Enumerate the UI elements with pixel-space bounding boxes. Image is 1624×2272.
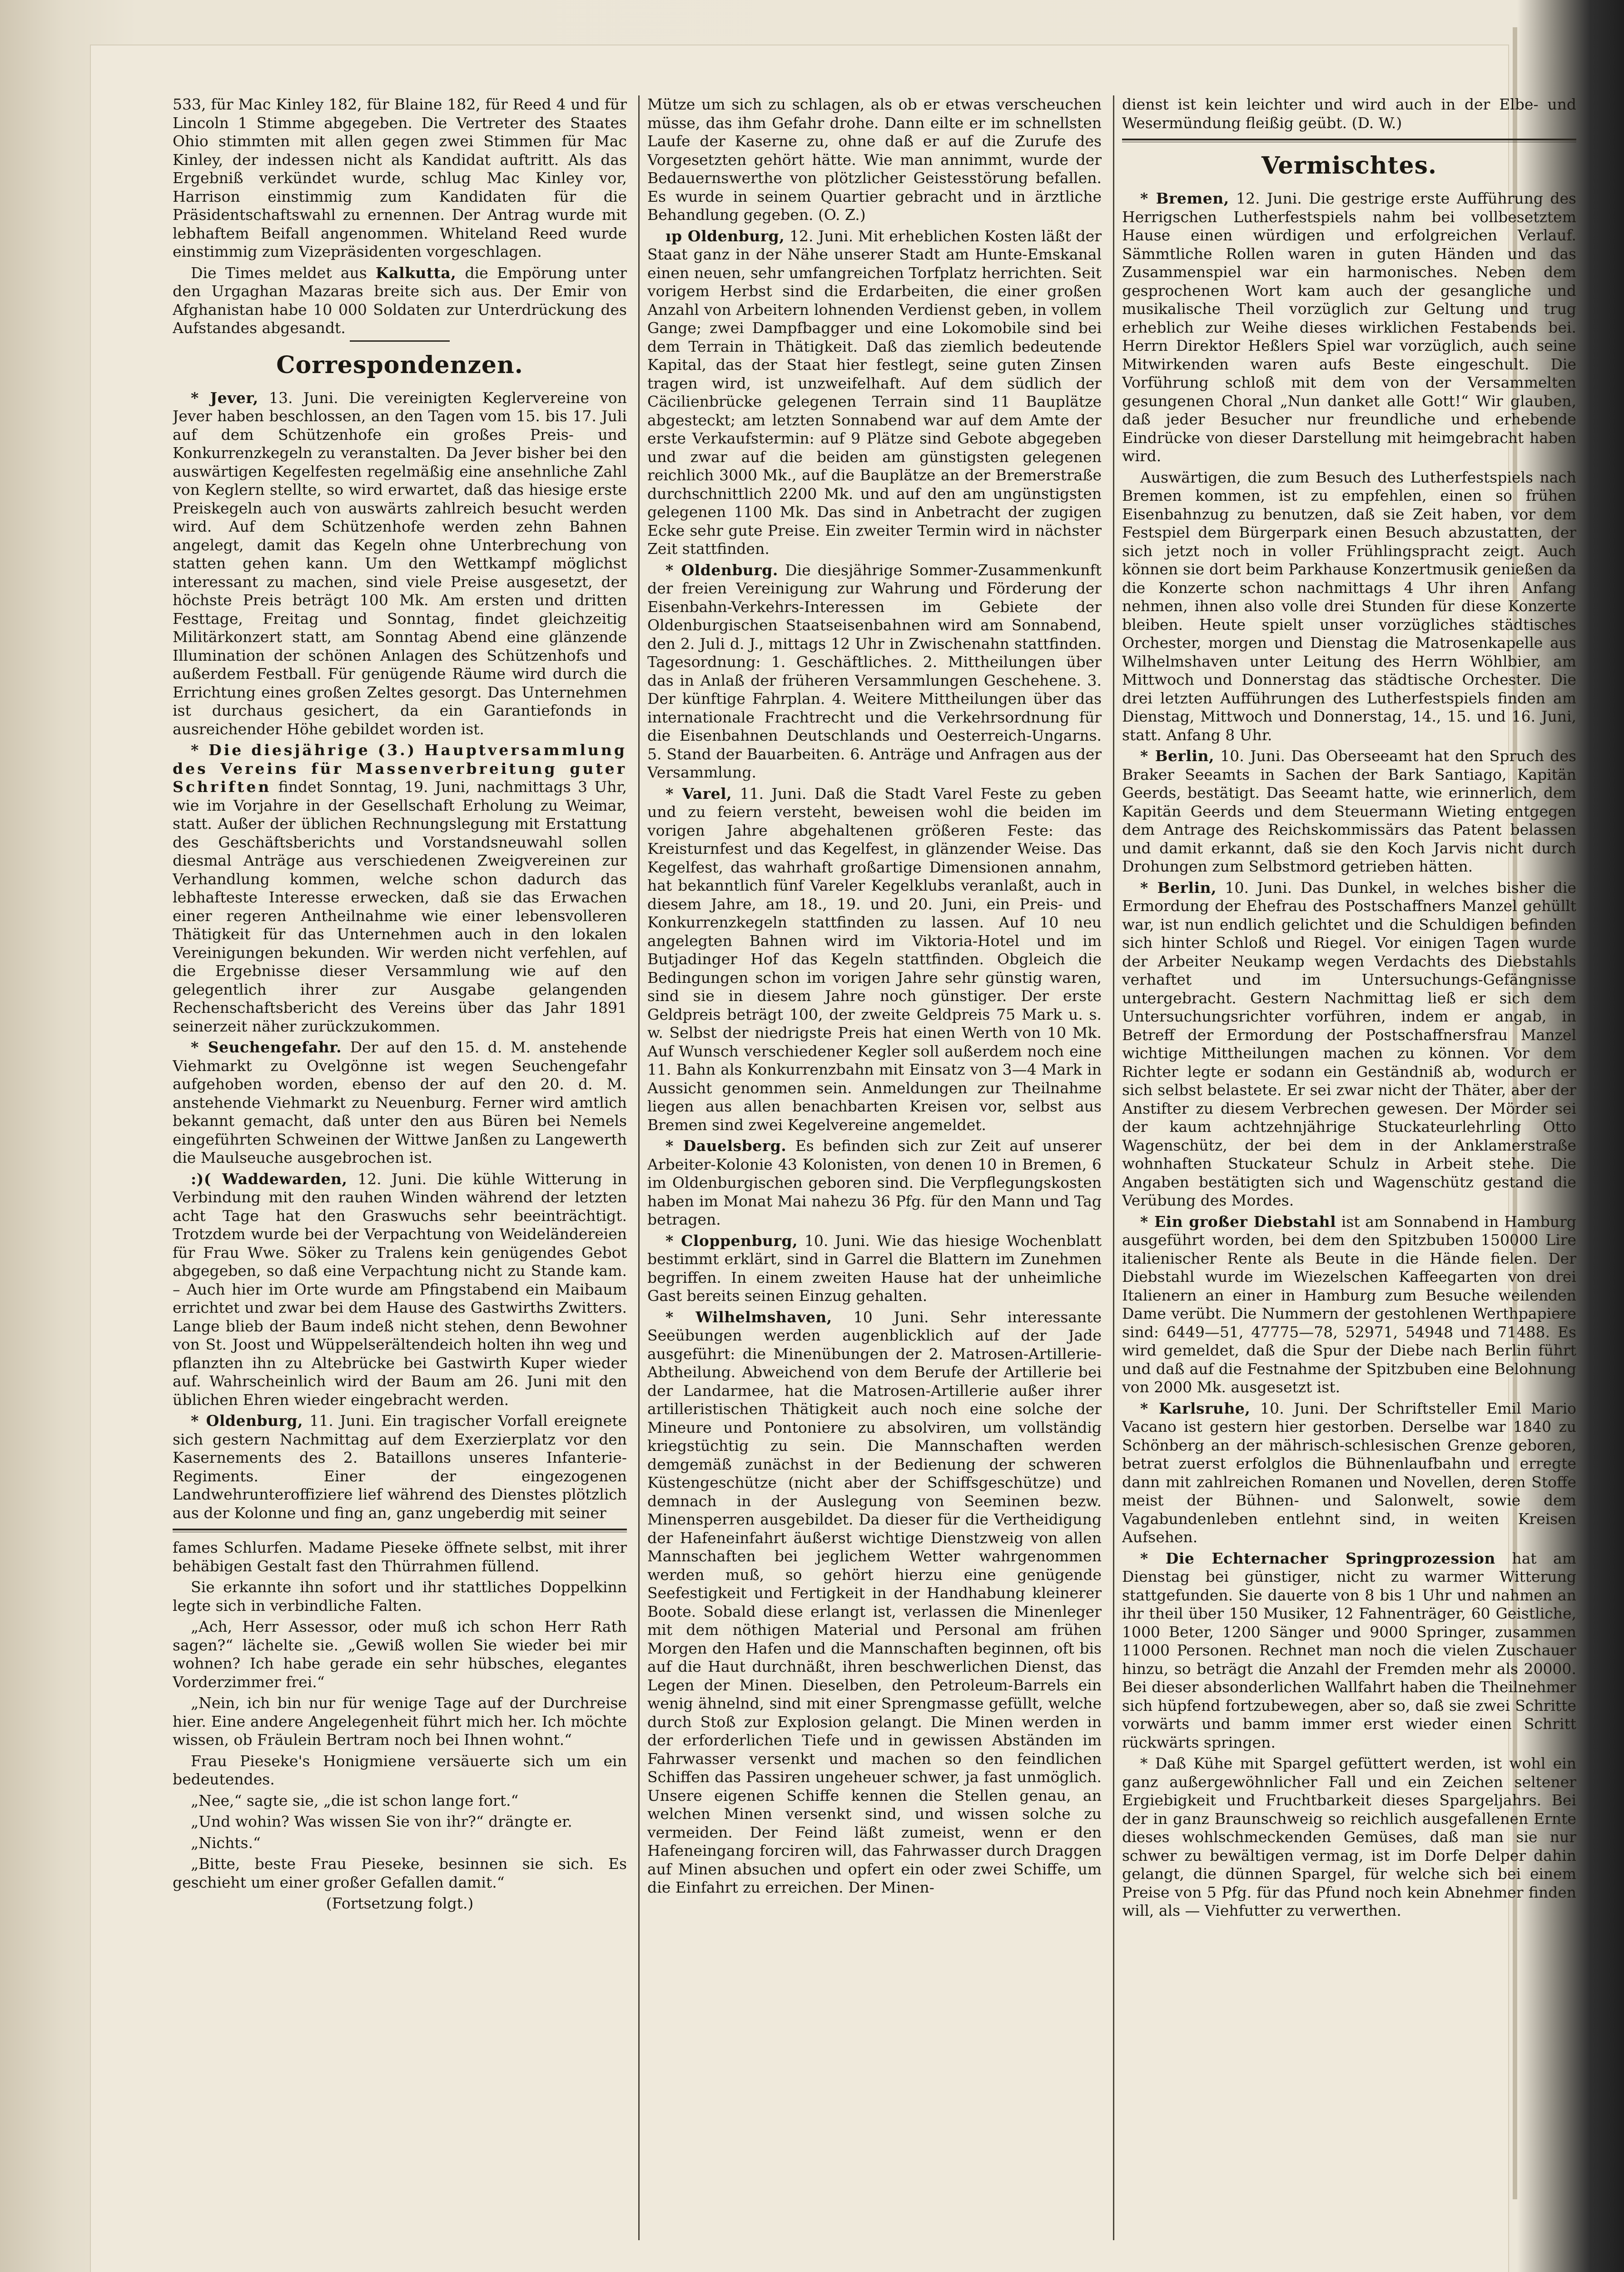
feuilleton-paragraph: „Nichts.“ [191, 1834, 261, 1852]
article-keyword: * Oldenburg. [665, 561, 778, 579]
article-berlin-2 [1122, 879, 1576, 1210]
article-text: 10. Juni. Das Oberseeamt hat den Spruch des Braker Seeamts in Sachen der Bark Santiago, Kapitän Geerds, bestätigt. Das Seeamt hatte, wie erinnerlich, dem Kapitän Geerds und dem Steuermann Wieting entgegen dem Antrage des Reichskommissärs das Patent belassen und damit erkannt, daß sie den Koch Jarvis nicht durch Drohungen zum Selbstmord getrieben hätten. [1122, 747, 1576, 875]
article-oldenburg-3 [647, 561, 1102, 782]
column-middle [647, 95, 1102, 2240]
article-keyword: * Oldenburg, [191, 1412, 303, 1430]
feuilleton-paragraph: fames Schlurfen. Madame Pieseke öffnete selbst, mit ihrer behäbigen Gestalt fast den Thürrahmen füllend. [173, 1539, 627, 1575]
to-be-continued: (Fortsetzung folgt.) [326, 1894, 474, 1912]
article-wilhelmshaven [647, 1308, 1102, 1897]
article-oldenburg-1 [173, 1412, 627, 1522]
article-keyword: * Die Echternacher Springprozession [1140, 1549, 1495, 1567]
article-keyword: * Cloppenburg, [665, 1231, 798, 1250]
article-kalkutta [173, 264, 627, 338]
feuilleton-paragraph: „Und wohin? Was wissen Sie von ihr?“ drängte er. [191, 1813, 572, 1830]
feuilleton-paragraph: Sie erkannte ihn sofort und ihr stattliches Doppelkinn legte sich in verbindliche Falten. [173, 1578, 627, 1614]
section-title: Correspondenzen. [276, 351, 523, 379]
article-text: Die Times meldet aus [191, 264, 367, 282]
newspaper-page [91, 45, 1576, 2272]
article-varel [647, 785, 1102, 1135]
article-keyword: * Karlsruhe, [1140, 1399, 1251, 1417]
article-keyword: * Die diesjährige (3.) Hauptversammlung des Vereins für Massenverbreitung guter Schriften [173, 741, 627, 796]
article-text: hat am Dienstag bei günstiger, nicht zu warmer Witterung stattgefunden. Sie dauerte von 8 bis 1 Uhr und nahmen an ihr theil über 150 Musiker, 12 Fahnenträger, 60 Geistliche, 1000 Beter, 1200 Sänger und 9000 Springer, zusammen 11000 Personen. Rechnet man noch die vielen Zuschauer hinzu, so beträgt die Anzahl der Fremden mehr als 20000. Bei dieser absonderlichen Wallfahrt haben die Theilnehmer sich hüpfend fortzubewegen, aber so, daß sie zwei Schritte vorwärts und bamm immer erst wieder einen Schritt rückwärts springen. [1122, 1549, 1576, 1751]
article-echternach [1122, 1550, 1576, 1752]
article-text: 10 Juni. Sehr interessante Seeübungen werden augenblicklich auf der Jade ausgeführt: die Minenübungen der 2. Matrosen-Artillerie-Abtheilung. Abweichend von dem Berufe der Artillerie bei der Landarmee, hat die Matrosen-Artillerie außer ihrer artilleristischen Thätigkeit auch noch eine solche der Mineure und Pontoniere zu absolviren, um vollständig kriegstüchtig zu sein. Die Mannschaften werden demgemäß zunächst in der Bedienung der schweren Küstengeschütze (nicht aber der Schiffsgeschütze) und demnach in der Auslegung von Seeminen bezw. Minensperren ausgebildet. Da dieser für die Vertheidigung der Hafeneinfahrt äußerst wichtige Dienstzweig von allen Mannschaften bei jeglichem Wetter wahrgenommen werden muß, so gehört hierzu eine genügende Seefestigkeit und Fertigkeit in der Handhabung kleinerer Boote. Sobald diese erlangt ist, verlassen die Minenleger mit dem nöthigen Material und Personal am frühen Morgen den Hafen und die Mannschaften beginnen, oft bis auf die Haut durchnäßt, ihren beschwerlichen Dienst, das Legen der Minen. Dieselben, den Petroleum-Barrels ein wenig ähnelnd, sind mit einer Sprengmasse gefüllt, welche durch Stoß zur Explosion gelangt. Die Minen werden in der erforderlichen Tiefe und in gewissen Abständen im Fahrwasser versenkt und machen so den feindlichen Schiffen das Passiren ungeheuer schwer, ja fast unmöglich. Unsere eigenen Schiffe kennen die Stellen genau, an welchen Minen versenkt sind, und wissen solche zu vermeiden. Der Feind läßt zumeist, wenn er den Hafeneingang forciren will, das Fahrwasser durch Draggen auf Minen absuchen und opfert ein oder zwei Schiffe, um die Einfahrt zu erreichen. Der Minen- [647, 1308, 1102, 1896]
column-rule [638, 95, 640, 2240]
section-title: Vermischtes. [1261, 152, 1437, 179]
article-keyword: * Wilhelmshaven, [665, 1308, 832, 1326]
feuilleton-paragraph: „Nee,“ sagte sie, „die ist schon lange fort.“ [191, 1791, 519, 1809]
feuilleton-rule [173, 1529, 627, 1532]
article-keyword: * Berlin, [1140, 878, 1217, 897]
article-text: 12. Juni. Mit erheblichen Kosten läßt der Staat ganz in der Nähe unserer Stadt am Hunte-Emskanal einen neuen, sehr umfangreichen Torfplatz herrichten. Seit vorigem Herbst sind die Erdarbeiten, die einer großen Anzahl von Arbeitern lohnenden Verdienst geben, in vollem Gange; zwei Dampfbagger und eine Lokomobile sind bei dem Terrain in Thätigkeit. Daß das ziemlich bedeutende Kapital, das der Staat hier festlegt, seine guten Zinsen tragen wird, ist unzweifelhaft. Auf dem südlich der Cäcilienbrücke gelegenen Terrain sind 11 Bauplätze abgesteckt; am letzten Sonnabend war auf dem Amte der erste Verkaufstermin: auf 9 Plätze sind Gebote abgegeben und zwar auf die beiden am günstigsten gelegenen reichlich 3000 Mk., auf die Bauplätze an der Bremerstraße durchschnittlich 2200 Mk. und auf den am ungünstigsten gelegenen 1100 Mk. Das sind in Anbetracht der zugigen Ecke sehr gute Preise. Ein zweiter Termin wird in nächster Zeit stattfinden. [647, 227, 1102, 558]
article-keyword: * Ein großer Diebstahl [1140, 1212, 1336, 1231]
article-keyword: * Seuchengefahr. [191, 1038, 342, 1056]
article-text: 533, für Mac Kinley 182, für Blaine 182, für Reed 4 und für Lincoln 1 Stimme abgegeben. Die Vertreter des Staates Ohio stimmten mit allen gegen zwei Stimmen für Mac Kinley, der indessen nicht als Kandidat auftritt. Als das Ergebniß verkündet wurde, schlug Mac Kinley vor, Harrison einstimmig zum Kandidaten für die Präsidentschaftswahl zu ernennen. Der Antrag wurde mit lebhaftem Beifall angenommen. Whiteland Reed wurde einstimmig zum Vizepräsidenten vorgeschlagen. [173, 95, 627, 260]
article-keyword: * Jever, [191, 389, 258, 407]
article-cloppenburg [647, 1232, 1102, 1305]
article-verein [173, 741, 627, 1036]
section-rule [1122, 139, 1576, 142]
feuilleton-paragraph: Frau Pieseke's Honigmiene versäuerte sich um ein bedeutendes. [173, 1752, 627, 1788]
article-text: ist am Sonnabend in Hamburg ausgeführt worden, bei dem den Spitzbuben 150000 Lire italienischer Rente als Beute in die Hände fielen. Der Diebstahl wurde im Wiezelschen Kaffeegarten von drei Italienern an einer in Hamburg zum Besuche weilenden Dame verübt. Die Nummern der gestohlenen Werthpapiere sind: 6449—51, 47775—78, 52971, 54948 und 71488. Es wird gemeldet, daß die Spur der Diebe nach Berlin führt und daß auf die Festnahme der Spitzbuben eine Belohnung von 2000 Mk. ausgesetzt ist. [1122, 1212, 1576, 1396]
article-keyword: * Varel, [665, 784, 732, 802]
article-dauelsberg [647, 1137, 1102, 1229]
article-text: 13. Juni. Die vereinigten Keglervereine von Jever haben beschlossen, an den Tagen vom 15. bis 17. Juli auf dem Schützenhofe ein großes Preis- und Konkurrenzkegeln zu veranstalten. Da Jever bisher bei den auswärtigen Kegelfesten regelmäßig eine ansehnliche Zahl von Keglern stellte, so wird erwartet, daß das hiesige erste Preiskegeln auch von auswärts zahlreich besucht werden wird. Auf dem Schützenhofe werden zehn Bahnen angelegt, damit das Kegeln ohne Unterbrechung von statten gehen kann. Um den Wettkampf möglichst interessant zu machen, sind viele Preise ausgesetzt, der höchste Preis beträgt 100 Mk. Am ersten und dritten Festtage, Freitag und Sonntag, findet gleichzeitig Militärkonzert statt, am Sonntag Abend eine glänzende Illumination der schönen Anlagen des Schützenhofs und außerdem Festball. Für genügende Räume wird durch die Errichtung eines großen Zeltes gesorgt. Das Unternehmen ist durchaus gesichert, da ein Garantiefonds in ausreichender Höhe gebildet worden ist. [173, 389, 627, 738]
article-text: 12. Juni. Die kühle Witterung in Verbindung mit den rauhen Winden während der letzten acht Tage hat den Graswuchs sehr beeinträchtigt. Trotzdem wurde bei der Verpachtung von Weideländereien für Frau Wwe. Söker zu Tralens kein genügendes Gebot abgegeben, so daß eine Verpachtung nicht zu Stande kam. – Auch hier im Orte wurde am Pfingstabend ein Maibaum errichtet und zwar bei dem Hause des Gastwirths Zwitters. Lange blieb der Baum indeß nicht stehen, denn Bewohner von St. Joost und Wüppelserältendeich holten ihn weg und pflanzten ihn zu Altebrücke bei Gastwirth Kuper wieder auf. Wahrscheinlich wird der Baum am 26. Juni mit den üblichen Ehren wieder eingebracht werden. [173, 1170, 627, 1409]
section-rule [350, 340, 450, 342]
article-keyword: Kalkutta, [375, 264, 457, 282]
column-right [1122, 95, 1576, 2240]
article-text: Die diesjährige Sommer-Zusammenkunft der freien Vereinigung zur Wahrung und Förderung der Eisenbahn-Verkehrs-Interessen im Gebiete der Oldenburgischen Staatseisenbahnen wird am Sonnabend, den 2. Juli d. J., mittags 12 Uhr in Zwischenahn stattfinden. Tagesordnung: 1. Geschäftliches. 2. Mittheilungen über das in Anlaß der früheren Versammlungen Geschehene. 3. Der künftige Fahrplan. 4. Weitere Mittheilungen über das internationale Frachtrecht und die Verkehrsordnung für die Eisenbahnen Deutschlands und Oesterreich-Ungarns. 5. Stand der Bauarbeiten. 6. Anträge und Anfragen aus der Versammlung. [647, 561, 1102, 781]
article-kuehe: * Daß Kühe mit Spargel gefüttert werden, ist wohl ein ganz außergewöhnlicher Fall und ein Zeichen seltener Ergiebigkeit und Fruchtbarkeit dieses Spargeljahrs. Bei der in ganz Braunschweig so reichlich ausgefallenen Ernte dieses wohlschmeckenden Gemüses, daß man sie nur schwer zu bewältigen vermag, ist im Dorfe Delper dahin gelangt, die dünnen Spargel, für welche sich bei einem Preise von 5 Pfg. für das Pfund noch kein Abnehmer finden will, als — Viehfutter zu verwerthen. [1122, 1754, 1576, 1919]
article-text: 12. Juni. Die gestrige erste Aufführung des Herrigschen Lutherfestspiels nahm bei vollbesetztem Hause einen würdigen und erfolgreichen Verlauf. Sämmtliche Rollen waren in guten Händen und das Zusammenspiel war ein harmonisches. Neben dem gesprochenen Wort kam auch der gesangliche und musikalische Theil vorzüglich zur Geltung und trug erheblich zur Weihe dieses wirklichen Festabends bei. Herrn Direktor Heßlers Spiel war vorzüglich, auch seine Mitwirkenden waren aufs Beste eingeschult. Die Vorführung schloß mit dem von der Versammelten gesungenen Choral „Nun danket alle Gott!“ Wir glauben, daß jeder Besucher nur freundliche und erhebende Eindrücke von dieser Darstellung mit heimgebracht haben wird. [1122, 189, 1576, 465]
article-diebstahl [1122, 1213, 1576, 1397]
article-keyword: :)( Waddewarden, [191, 1170, 348, 1188]
article-text: 11. Juni. Daß die Stadt Varel Feste zu geben und zu feiern versteht, beweisen wohl die beiden im vorigen Jahre abgehaltenen größeren Feste: das Kreisturnfest und das Kegelfest, in glänzender Weise. Das Kegelfest, das wahrhaft großartige Dimensionen annahm, hat bekanntlich fünf Vareler Kegelklubs veranlaßt, auch in diesem Jahre, am 18., 19. und 20. Juni, ein Preis- und Konkurrenzkegeln stattfinden zu lassen. Auf 10 neu angelegten Bahnen wird im Viktoria-Hotel und im Butjadinger Hof das Kegeln stattfinden. Obgleich die Bedingungen schon im vorigen Jahre sehr günstig waren, sind sie in diesem Jahre noch günstiger. Der erste Geldpreis beträgt 100, der zweite Geldpreis 75 Mark u. s. w. Selbst der niedrigste Preis hat einen Werth von 10 Mk. Auf Wunsch verschiedener Kegler soll außerdem noch eine 11. Bahn als Konkurrenzbahn mit Einsatz von 3—4 Mark in Aussicht genommen sein. Anmeldungen zur Theilnahme liegen aus allen benachbarten Kreisen vor, selbst aus Bremen sind zwei Kegelvereine angemeldet. [647, 784, 1102, 1134]
article-keyword: * Berlin, [1140, 747, 1214, 765]
article-keyword: * Bremen, [1140, 189, 1229, 207]
column-left [173, 95, 627, 2240]
feuilleton-paragraph: „Nein, ich bin nur für wenige Tage auf der Durchreise hier. Eine andere Angelegenheit führt mich her. Ich möchte wissen, ob Fräulein Bertram noch bei Ihnen wohnt.“ [173, 1694, 627, 1749]
article-seuchengefahr [173, 1038, 627, 1167]
article-text: 11. Juni. Ein tragischer Vorfall ereignete sich gestern Nachmittag auf dem Exerzierplatz vor den Kasernements des 2. Bataillons unseres Infanterie-Regiments. Einer der eingezogenen Landwehrunteroffiziere lief während des Dienstes plötzlich aus der Kolonne und fing an, ganz ungeberdig mit seiner [173, 1412, 627, 1522]
article-text: Der auf den 15. d. M. anstehende Viehmarkt zu Ovelgönne ist wegen Seuchengefahr aufgehoben worden, ebenso der auf den 20. d. M. anstehende Viehmarkt zu Neuenburg. Ferner wird amtlich bekannt gemacht, daß unter den aus Büren bei Nemels eingeführten Schweinen der Wittwe Janßen zu Langewerth die Maulseuche ausgebrochen ist. [173, 1038, 627, 1166]
article-text: findet Sonntag, 19. Juni, nachmittags 3 Uhr, wie im Vorjahre in der Gesellschaft Erholung zu Weimar, statt. Außer der üblichen Rechnungslegung mit Erstattung des Geschäftsberichts und Vorstandsneuwahl sollen diesmal Anträge aus verschiedenen Zweigvereinen zur Verhandlung kommen, welche schon dadurch das lebhafteste Interesse erwecken, daß sie das Erwachen einer regeren Antheilnahme wie einer lebensvolleren Thätigkeit für das Unternehmen auch in den lokalen Vereinigungen bekunden. Wir werden nicht verfehlen, auf die Ergebnisse dieser Versammlung wie auf den gelegentlich ihrer zur Ausgabe gelangenden Rechenschaftsbericht des Vereins über das Jahr 1891 seinerzeit näher zurückzukommen. [173, 778, 627, 1035]
article-keyword: ıp Oldenburg, [665, 227, 785, 245]
article-text: Auswärtigen, die zum Besuch des Lutherfestspiels nach Bremen kommen, ist zu empfehlen, einen so frühen Eisenbahnzug zu benutzen, daß sie Zeit haben, vor dem Festspiel dem Bürgerpark einen Besuch abzustatten, der sich jetzt noch in voller Frühlingspracht zeigt. Auch können sie dort beim Parkhause Konzertmusik genießen da die Konzerte schon nachmittags 4 Uhr ihren Anfang nehmen, ihnen also volle drei Stunden für diese Konzerte bleiben. Heute spielt unser vorzügliches städtisches Orchester, morgen und Dienstag die Matrosenkapelle aus Wilhelmshaven unter Leitung des Herrn Wöhlbier, am Mittwoch und Donnerstag das städtische Orchester. Die drei letzten Aufführungen des Lutherfestspiels finden am Dienstag, Mittwoch und Donnerstag, 14., 15. und 16. Juni, statt. Anfang 8 Uhr. [1122, 468, 1576, 744]
article-bremen [1122, 189, 1576, 466]
column-rule [1113, 95, 1114, 2240]
article-waddewarden [173, 1170, 627, 1410]
article-text: 10. Juni. Wie das hiesige Wochenblatt bestimmt erklärt, sind in Garrel die Blattern im Zunehmen begriffen. In einem zweiten Hause hat der unheimliche Gast bereits seinen Einzug gehalten. [647, 1231, 1102, 1305]
article-text: die Empörung unter den Urgaghan Mazaras breite sich aus. Der Emir von Afghanistan habe 10 000 Soldaten zur Unterdrückung des Aufstandes abgesandt. [173, 264, 627, 337]
article-text: 10. Juni. Das Dunkel, in welches bisher die Ermordung der Ehefrau des Postschaffners Manzel gehüllt war, ist nun endlich gelichtet und die Schuldigen befinden sich hinter Schloß und Riegel. Vor einigen Tagen wurde der Arbeiter Neukamp wegen Verdachts des Diebstahls verhaftet und im Untersuchungs-Gefängnisse untergebracht. Gestern Nachmittag ließ er sich dem Untersuchungsrichter vorführen, indem er angab, in Betreff der Ermordung der Postschaffnersfrau Manzel wichtige Mittheilungen machen zu können. Vor dem Richter legte er sodann ein Geständniß ab, wodurch er sich selbst belastete. Er sei zwar nicht der Thäter, aber der Anstifter zu diesem Verbrechen gewesen. Der Mörder sei der kaum achtzehnjährige Stuckateurlehrling Otto Wagenschütz, der bei dem in der Anklamerstraße wohnhaften Stuckateur Schulz in Arbeit stehe. Die Angaben bestätigten sich und Wagenschütz gestand die Verübung des Mordes. [1122, 878, 1576, 1209]
article-text: dienst ist kein leichter und wird auch in der Elbe- und Wesermündung fleißig geübt. (D. W.) [1122, 95, 1576, 132]
article-berlin-1 [1122, 747, 1576, 876]
article-text: 10. Juni. Der Schriftsteller Emil Mario Vacano ist gestern hier gestorben. Derselbe war 1840 zu Schönberg an der mährisch-schlesischen Grenze geboren, betrat zuerst erfolglos die Bühnenlaufbahn und erregte dann mit zahlreichen Romanen und Novellen, deren Stoffe meist der Bühnen- und Salonwelt, sowie dem Vagabundenleben entlehnt sind, in weiten Kreisen Aufsehen. [1122, 1399, 1576, 1546]
article-keyword: * Dauelsberg. [665, 1137, 787, 1155]
feuilleton-paragraph: „Ach, Herr Assessor, oder muß ich schon Herr Rath sagen?“ lächelte sie. „Gewiß wollen Sie wieder bei mir wohnen? Ich habe gerade ein sehr hübsches, elegantes Vorderzimmer frei.“ [173, 1618, 627, 1691]
article-text: Es befinden sich zur Zeit auf unserer Arbeiter-Kolonie 43 Kolonisten, von denen 10 in Bremen, 6 im Oldenburgischen geboren sind. Die Verpflegungskosten haben im Monat Mai nahezu 36 Pfg. für den Mann und Tag betragen. [647, 1137, 1102, 1228]
article-karlsruhe [1122, 1400, 1576, 1547]
article-text: Mütze um sich zu schlagen, als ob er etwas verscheuchen müsse, das ihm Gefahr drohe. Dann eilte er im schnellsten Laufe der Kaserne zu, ohne daß er auf die Zurufe des Vorgesetzten gehört hätte. Wie man annimmt, wurde der Bedauernswerthe von plötzlicher Geistesstörung befallen. Es wurde in seinem Quartier gebracht und in ärztliche Behandlung gegeben. (O. Z.) [647, 95, 1102, 224]
feuilleton-paragraph: „Bitte, beste Frau Pieseke, besinnen sie sich. Es geschieht um einer großer Gefallen damit.“ [173, 1855, 627, 1891]
article-jever [173, 389, 627, 739]
article-oldenburg-2 [647, 227, 1102, 558]
